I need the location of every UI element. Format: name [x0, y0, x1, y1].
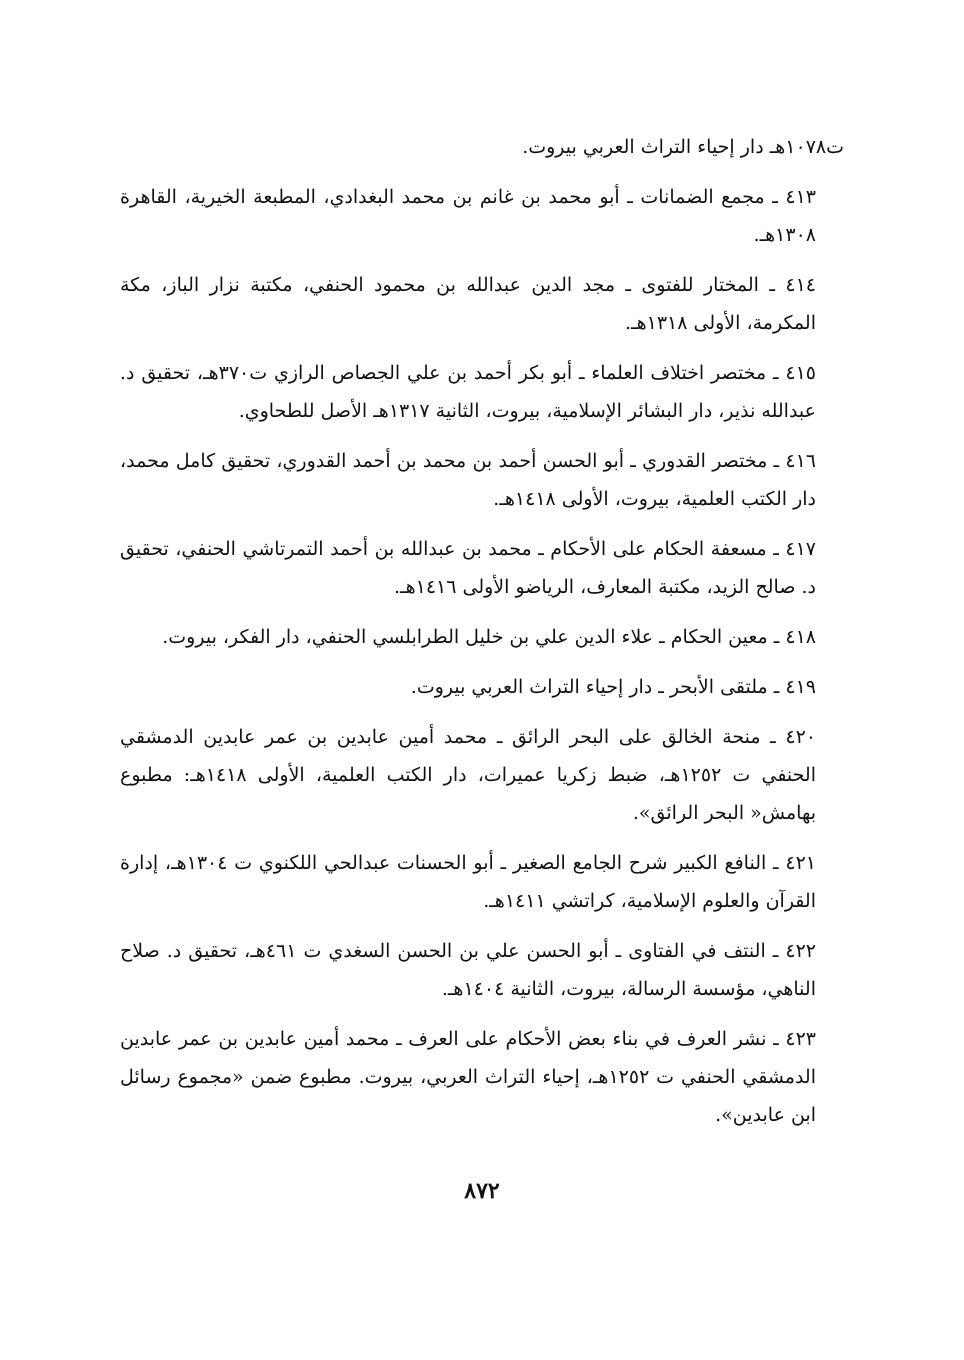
- bibliography-entry-414: ٤١٤ ـ المختار للفتوى ـ مجد الدين عبدالله بن محمود الحنفي، مكتبة نزار الباز، مكة المكرمة، الأولى ١٣١٨هـ.: [120, 274, 816, 334]
- bibliography-entry-422: ٤٢٢ ـ النتف في الفتاوى ـ أبو الحسن علي بن الحسن السغدي ت ٤٦١هـ، تحقيق د. صلاح الناهي، مؤسسة الرسالة، بيروت، الثانية ١٤٠٤هـ.: [120, 940, 816, 1000]
- bibliography-entry-413: ٤١٣ ـ مجمع الضمانات ـ أبو محمد بن غانم بن محمد البغدادي، المطبعة الخيرية، القاهرة ١٣٠٨هـ.: [120, 186, 816, 246]
- bibliography-entry-418: ٤١٨ ـ معين الحكام ـ علاء الدين علي بن خليل الطرابلسي الحنفي، دار الفكر، بيروت.: [162, 626, 816, 648]
- bibliography-entry-419: ٤١٩ ـ ملتقى الأبحر ـ دار إحياء التراث العربي بيروت.: [410, 676, 816, 698]
- bibliography-entry-417: ٤١٧ ـ مسعفة الحكام على الأحكام ـ محمد بن عبدالله بن أحمد التمرتاشي الحنفي، تحقيق د. صالح الزيد، مكتبة المعارف، الرياضو الأولى ١٤١٦هـ.: [120, 538, 816, 598]
- bibliography-body: [120, 128, 844, 1146]
- page-number: ٨٧٢: [464, 1178, 500, 1204]
- bibliography-entry-416: ٤١٦ ـ مختصر القدوري ـ أبو الحسن أحمد بن محمد بن أحمد القدوري، تحقيق كامل محمد، دار الكتب العلمية، بيروت، الأولى ١٤١٨هـ.: [120, 450, 816, 510]
- bibliography-entry-420: ٤٢٠ ـ منحة الخالق على البحر الرائق ـ محمد أمين عابدين بن عمر عابدين الدمشقي الحنفي ت ١٢٥٢هـ، ضبط زكريا عميرات، دار الكتب العلمية، الأولى ١٤١٨هـ: مطبوع بهامش« البحر الرائق».: [120, 726, 816, 824]
- bibliography-continuation: ت١٠٧٨هـ دار إحياء التراث العربي بيروت.: [522, 136, 844, 158]
- bibliography-entry-421: ٤٢١ ـ النافع الكبير شرح الجامع الصغير ـ أبو الحسنات عبدالحي اللكنوي ت ١٣٠٤هـ، إدارة القرآن والعلوم الإسلامية، كراتشي ١٤١١هـ.: [120, 852, 816, 912]
- bibliography-entry-415: ٤١٥ ـ مختصر اختلاف العلماء ـ أبو بكر أحمد بن علي الجصاص الرازي ت٣٧٠هـ، تحقيق د. عبدالله نذير، دار البشائر الإسلامية، بيروت، الثانية ١٣١٧هـ الأصل للطحاوي.: [120, 362, 816, 422]
- bibliography-entry-423: ٤٢٣ ـ نشر العرف في بناء بعض الأحكام على العرف ـ محمد أمين عابدين بن عمر عابدين الدمشقي الحنفي ت ١٢٥٢هـ، إحياء التراث العربي، بيروت. مطبوع ضمن «مجموع رسائل ابن عابدين».: [120, 1028, 817, 1126]
